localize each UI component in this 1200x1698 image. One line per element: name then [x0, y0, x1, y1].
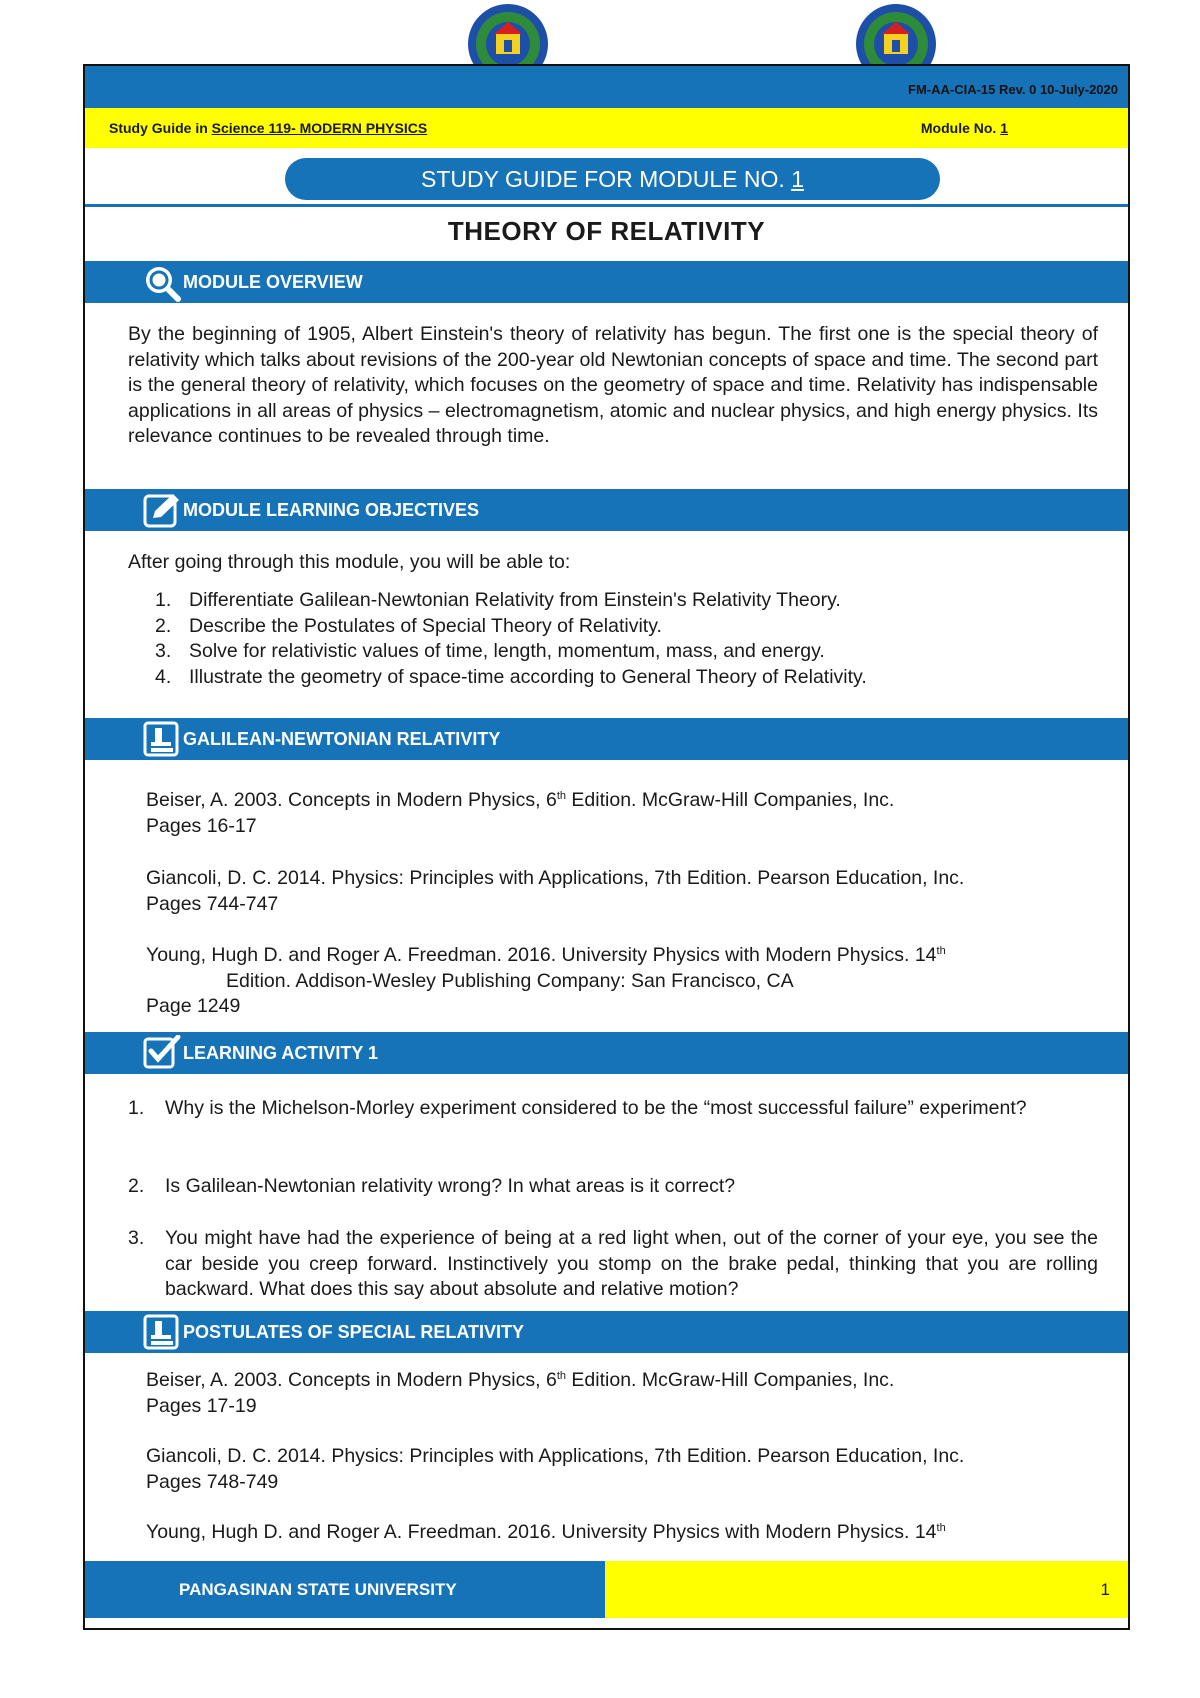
checkbox-icon [143, 1035, 181, 1071]
question-number: 2. [128, 1175, 145, 1197]
question-text: You might have had the experience of being at a red light when, out of the corner of your eye, you see the car beside you creep forward. Instinctively you stomp on the brake pedal, thinking that you are rolling backward. What does this say about absolute and relative motion? [165, 1227, 1098, 1300]
reference-text: Edition. Addison-Wesley Publishing Company: San Francisco, CA [226, 969, 794, 992]
course-name: Science 119- MODERN PHYSICS [211, 120, 428, 136]
item-text: Illustrate the geometry of space-time according to General Theory of Relativity. [189, 665, 867, 688]
section-heading: MODULE OVERVIEW [183, 272, 363, 292]
header-bar [85, 66, 1128, 108]
section-heading: MODULE LEARNING OBJECTIVES [183, 500, 480, 520]
superscript: th [936, 945, 946, 957]
question-number: 3. [128, 1227, 145, 1249]
superscript: th [556, 1370, 566, 1382]
reference-text: Edition. McGraw-Hill Companies, Inc. [566, 1369, 895, 1391]
study-guide-page [83, 64, 1130, 1630]
list-item [155, 614, 1095, 640]
reference-pages: Pages 744-747 [146, 892, 279, 915]
item-text: Differentiate Galilean-Newtonian Relativity from Einstein's Relativity Theory. [189, 589, 841, 611]
section-bar-galilean [85, 718, 1128, 760]
reference-pages: Page 1249 [146, 995, 241, 1017]
reference-entry [146, 1368, 1096, 1419]
reference-entry [146, 788, 1096, 839]
university-name: PANGASINAN STATE UNIVERSITY [179, 1580, 457, 1599]
item-number: 4. [155, 665, 172, 688]
section-heading: LEARNING ACTIVITY 1 [183, 1043, 379, 1063]
book-stack-icon [143, 721, 181, 757]
page-title: THEORY OF RELATIVITY [447, 216, 766, 246]
question-text: Why is the Michelson-Morley experiment considered to be the “most successful failure” experiment? [165, 1097, 1027, 1119]
section-bar-overview [85, 261, 1128, 303]
item-number: 2. [155, 614, 172, 637]
module-number: 1 [1000, 120, 1008, 136]
superscript: th [936, 1522, 946, 1534]
study-guide-course [109, 120, 427, 136]
objectives-list [155, 588, 1095, 690]
banner-row [85, 148, 1128, 207]
study-guide-prefix: Study Guide in [109, 120, 212, 136]
reference-entry [146, 866, 1096, 917]
module-number-label [921, 120, 1008, 136]
page-number: 1 [1100, 1580, 1110, 1599]
objectives-intro: After going through this module, you will be able to: [128, 551, 571, 573]
reference-pages: Pages 17-19 [146, 1394, 257, 1417]
form-code: FM-AA-CIA-15 Rev. 0 10-July-2020 [908, 82, 1118, 97]
reference-text: Young, Hugh D. and Roger A. Freedman. 2016. University Physics with Modern Physics. 14 [146, 1521, 937, 1543]
item-text: Solve for relativistic values of time, length, momentum, mass, and energy. [189, 640, 825, 662]
reference-text: Young, Hugh D. and Roger A. Freedman. 2016. University Physics with Modern Physics. 14 [146, 944, 937, 966]
section-heading: GALILEAN-NEWTONIAN RELATIVITY [183, 729, 501, 749]
list-item [155, 639, 1095, 665]
banner-number: 1 [791, 166, 804, 192]
section-bar-activity [85, 1032, 1128, 1074]
university-seal-icon [460, 0, 556, 66]
reference-entry [146, 1444, 1096, 1495]
footer-page [605, 1561, 1128, 1618]
section-bar-objectives [85, 489, 1128, 531]
reference-text: Edition. McGraw-Hill Companies, Inc. [566, 789, 895, 811]
reference-pages: Pages 16-17 [146, 814, 257, 837]
magnifier-icon [143, 264, 181, 300]
module-label: Module No. [920, 120, 1001, 136]
reference-text: Giancoli, D. C. 2014. Physics: Principles with Applications, 7th Edition. Pearson Education, Inc. [146, 1445, 965, 1467]
activity-question [128, 1226, 1098, 1303]
section-bar-postulates [85, 1311, 1128, 1353]
reference-text: Giancoli, D. C. 2014. Physics: Principles with Applications, 7th Edition. Pearson Education, Inc. [146, 867, 965, 889]
course-bar [85, 108, 1128, 148]
reference-entry [146, 943, 1096, 1020]
activity-question [128, 1096, 1098, 1122]
superscript: th [556, 790, 566, 802]
question-number: 1. [128, 1097, 145, 1119]
pencil-note-icon [143, 492, 181, 528]
list-item [155, 588, 1095, 614]
activity-question [128, 1174, 1098, 1200]
reference-pages: Pages 748-749 [146, 1470, 279, 1493]
reference-entry [146, 1520, 1096, 1546]
section-heading: POSTULATES OF SPECIAL RELATIVITY [183, 1322, 525, 1342]
footer-university [85, 1561, 605, 1618]
reference-text: Beiser, A. 2003. Concepts in Modern Physics, 6 [146, 1369, 557, 1391]
item-text: Describe the Postulates of Special Theory of Relativity. [189, 614, 662, 637]
university-seal-icon [848, 0, 944, 66]
item-number: 1. [155, 589, 172, 611]
banner-text: STUDY GUIDE FOR MODULE NO. [421, 166, 792, 192]
item-number: 3. [155, 640, 172, 662]
book-stack-icon [143, 1314, 181, 1350]
reference-text: Beiser, A. 2003. Concepts in Modern Physics, 6 [146, 789, 557, 811]
overview-text: By the beginning of 1905, Albert Einstein's theory of relativity has begun. The first one is the special theory of relativity which talks about revisions of the 200-year old Newtonian concepts of space and time. The second part is the general theory of relativity, which focuses on the geometry of space and time. Relativity has indispensable applications in all areas of physics – electromagnetism, atomic and nuclear physics, and high energy physics. Its relevance continues to be revealed through time. [128, 323, 1098, 447]
question-text: Is Galilean-Newtonian relativity wrong? In what areas is it correct? [165, 1175, 736, 1197]
list-item [155, 665, 1095, 691]
study-guide-banner [285, 158, 940, 200]
